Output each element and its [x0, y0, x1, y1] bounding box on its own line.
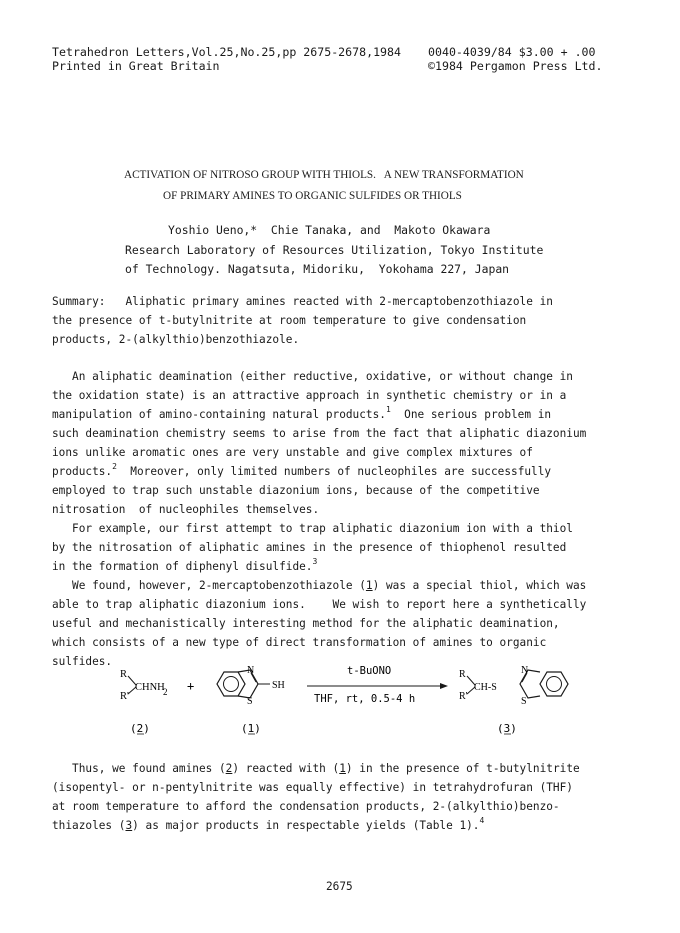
product-n: N: [521, 665, 529, 676]
para3-line3: useful and mechanistically interesting method for the aliphatic deamination,: [52, 617, 560, 630]
para2-line3: in the formation of diphenyl disulfide.$^3$: [52, 557, 318, 573]
compound-ref-1: 1: [339, 762, 346, 775]
paper-title-line2: OF PRIMARY AMINES TO ORGANIC SULFIDES OR THIOLS: [163, 190, 462, 202]
summary-line1: Summary: Aliphatic primary amines reacted with 2-mercaptobenzothiazole in: [52, 295, 553, 308]
footnote-ref-2: 2: [112, 462, 117, 471]
amine-r: R: [120, 669, 128, 680]
product-structure: [459, 665, 568, 707]
conditions-label: THF, rt, 0.5-4 h: [314, 693, 416, 705]
reagent-label: t-BuONO: [347, 665, 392, 677]
para4-line3: at room temperature to afford the condensation products, 2-(alkylthio)benzo-: [52, 800, 560, 813]
product-r: R: [459, 669, 466, 680]
copyright: ©1984 Pergamon Press Ltd.: [428, 59, 603, 73]
summary-line3: products, 2-(alkylthio)benzothiazole.: [52, 333, 300, 346]
para4-line2: (isopentyl- or n-pentylnitrite was equally effective) in tetrahydrofuran (THF): [52, 781, 573, 794]
para1-line4: such deamination chemistry seems to arise from the fact that aliphatic diazonium: [52, 427, 587, 440]
thiazole-n: N: [247, 665, 255, 676]
paper-title-line1: ACTIVATION OF NITROSO GROUP WITH THIOLS. A NEW TRANSFORMATION: [124, 169, 524, 181]
para3-line4: which consists of a new type of direct transformation of amines to organic: [52, 636, 547, 649]
footnote-ref-1: 1: [385, 405, 391, 414]
compound-ref-3: 3: [125, 819, 133, 832]
amine-r2: R': [120, 691, 129, 702]
summary-line2: the presence of t-butylnitrite at room temperature to give condensation: [52, 314, 527, 327]
para1-line7: employed to trap such unstable diazonium ions, because of the competitive: [52, 484, 540, 497]
affiliation-line1: Research Laboratory of Resources Utilization, Tokyo Institute: [125, 243, 544, 257]
journal-citation: Tetrahedron Letters,Vol.25,No.25,pp 2675-2678,1984: [52, 45, 402, 59]
amine-group: CHNH: [135, 682, 165, 693]
product-s: S: [521, 696, 527, 707]
para4-line4: thiazoles (3) as major products in respectable yields (Table 1).$^4$: [52, 816, 485, 832]
para2-line2: by the nitrosation of aliphatic amines in the presence of thiophenol resulted: [52, 541, 567, 554]
amine-subscript: 2: [163, 687, 168, 697]
para3-line1: We found, however, 2-mercaptobenzothiazole (1) was a special thiol, which was: [52, 579, 587, 592]
para4-line1: Thus, we found amines (2) reacted with (1) in the presence of t-butylnitrite: [52, 762, 580, 775]
para1-line2: the oxidation state) is an attractive approach in synthetic chemistry or in a: [52, 389, 567, 402]
affiliation-line2: of Technology. Nagatsuta, Midoriku, Yokohama 227, Japan: [125, 262, 510, 276]
printed-in: Printed in Great Britain: [52, 59, 220, 73]
footnote-ref-3: 3: [312, 557, 318, 566]
issn-price: 0040-4039/84 $3.00 + .00: [428, 45, 596, 59]
product-r2: R': [459, 691, 468, 702]
para1-line6: products.$^2$ Moreover, only limited numbers of nucleophiles are successfully: [52, 462, 552, 478]
para1-line1: An aliphatic deamination (either reductive, oxidative, or without change in: [52, 370, 573, 383]
para1-line5: ions unlike aromatic ones are very unstable and give complex mixtures of: [52, 446, 533, 459]
reaction-scheme: [0, 660, 680, 740]
page-number: 2675: [326, 880, 353, 893]
footnote-ref-4: 4: [479, 816, 485, 825]
label-amine: (2): [130, 722, 150, 735]
para2-line1: For example, our first attempt to trap aliphatic diazonium ion with a thiol: [52, 522, 573, 535]
label-product: (3): [497, 722, 517, 735]
thiol-structure: [217, 665, 285, 707]
plus-sign: +: [187, 679, 195, 693]
para3-line5: sulfides.: [52, 655, 113, 668]
thiazole-s: S: [247, 696, 253, 707]
para3-line2: able to trap aliphatic diazonium ions. We wish to report here a synthetically: [52, 598, 587, 611]
compound-ref: 1: [365, 579, 373, 592]
authors: Yoshio Ueno,* Chie Tanaka, and Makoto Okawara: [168, 223, 491, 237]
compound-ref-2: 2: [225, 762, 233, 775]
amine-structure: [120, 669, 168, 702]
thiol-sh: SH: [272, 680, 285, 691]
product-group: CH-S: [474, 682, 497, 693]
para1-line8: nitrosation of nucleophiles themselves.: [52, 503, 320, 516]
para1-line3: manipulation of amino-containing natural products.$^1$ One serious problem in: [52, 405, 552, 421]
label-thiol: (1): [241, 722, 261, 735]
